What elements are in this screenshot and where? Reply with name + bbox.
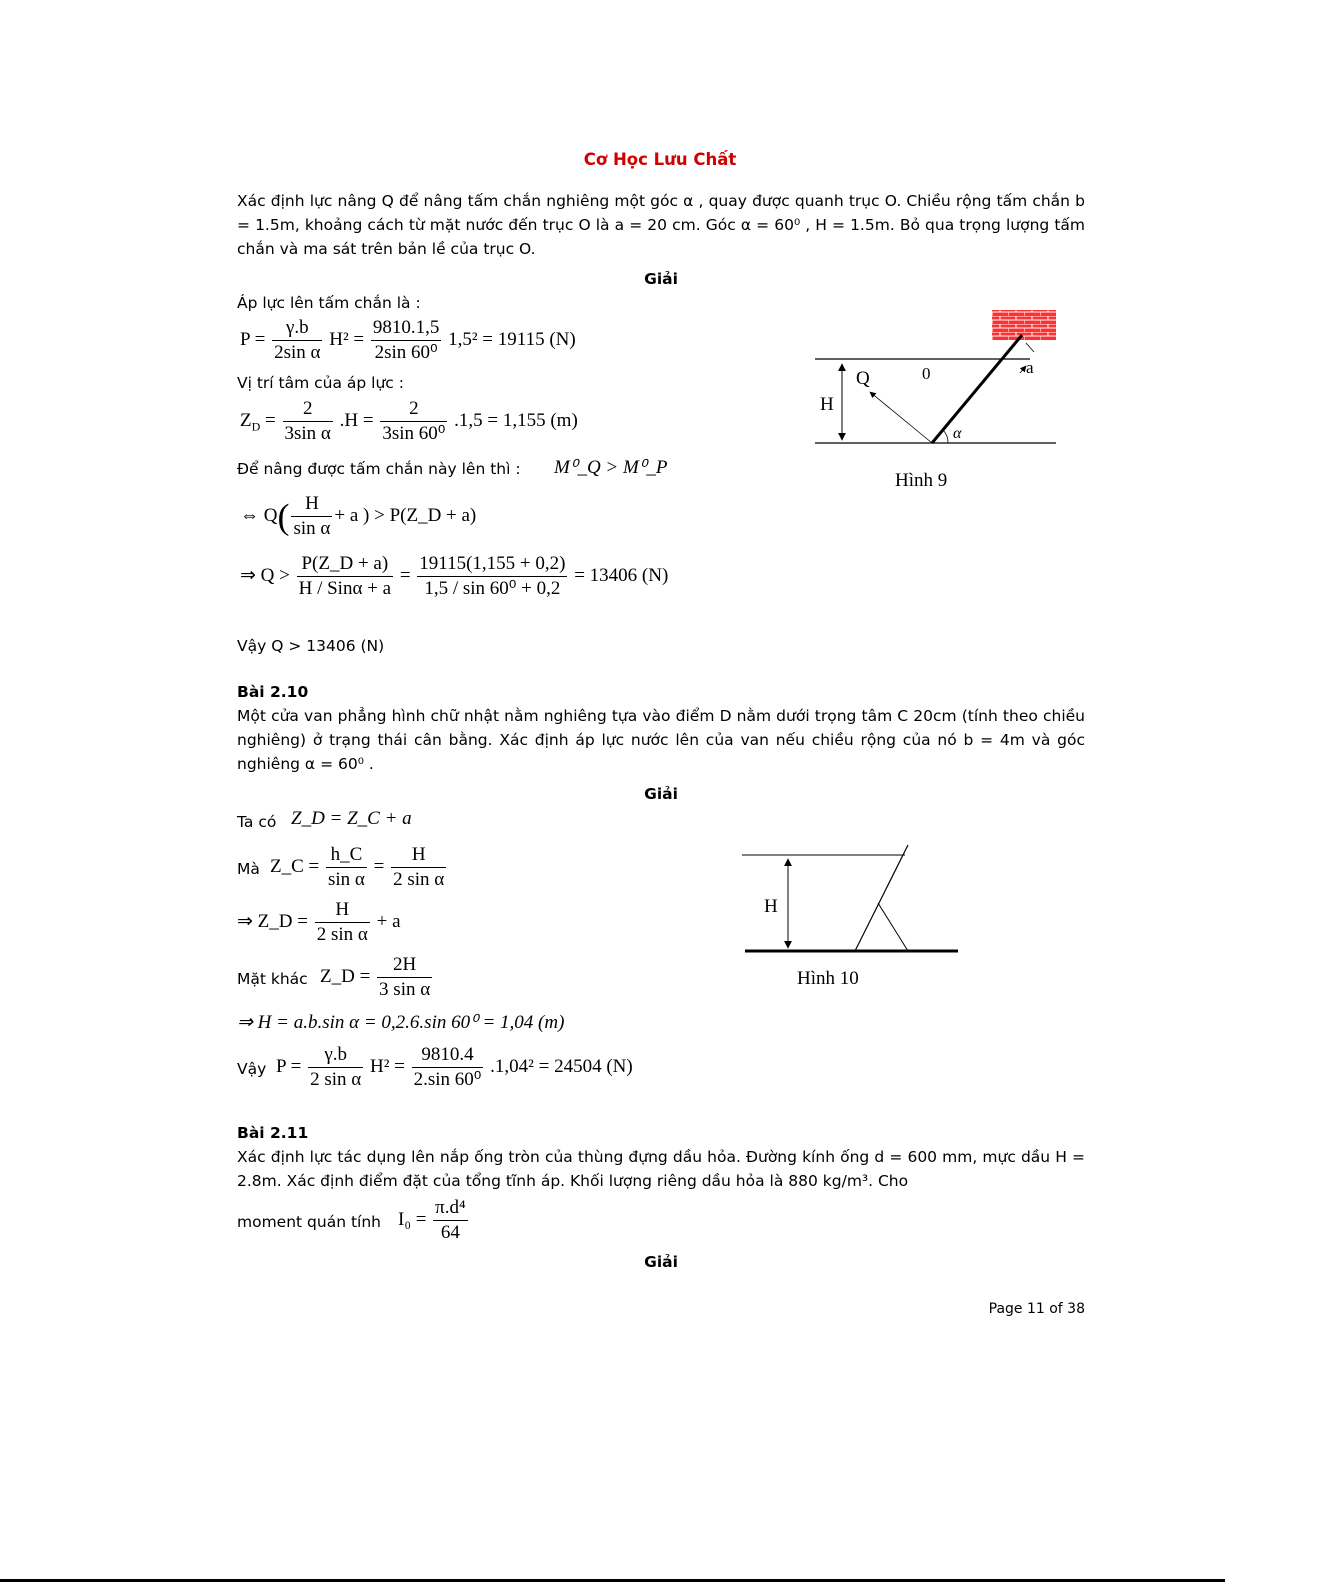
wall-brick: [992, 310, 1056, 340]
problem1-solution-heading: Giải: [644, 270, 678, 288]
equation-force-q: ⇒ Q > $\frac{P(Z\_D + a)}{\text{H / Sinα + a}}$ = $\frac{19115(1,155 + 0,2)}{\text{1,5 / sin 60⁰ + 0,2}}$ = 13406 (N): [240, 553, 669, 599]
page-title: Cơ Học Lưu Chất: [583, 150, 737, 169]
problem3-heading: Bài 2.11: [237, 1124, 309, 1142]
equation-center: $Z_D$ = $\frac{2}{\text{3sin α}}$ .H = $\frac{2}{\text{3sin 60⁰}}$ .1,5 = 1,155 (m): [240, 398, 578, 444]
pressure-intro: Áp lực lên tấm chắn là :: [237, 294, 421, 312]
figure-10-caption: Hình 10: [797, 968, 859, 989]
line1-label: Ta có: [237, 813, 277, 831]
equation-moment: I₀ = $\frac{\text{π.d⁴}}{64}$: [398, 1197, 466, 1243]
equation-zc: Z_C = $\frac{h\_C}{\text{sin α}}$ = $\frac{H}{\text{2 sin α}}$: [270, 844, 445, 890]
equation-h: ⇒ H = a.b.sin α = 0,2.6.sin 60⁰ = 1,04 (m): [237, 1012, 565, 1033]
line2-label: Mà: [237, 860, 260, 878]
problem2-heading: Bài 2.10: [237, 683, 309, 701]
problem3-solution-heading: Giải: [644, 1253, 678, 1271]
equation-pressure-final: P = $\frac{\gamma.b}{\text{2 sin α}}$ H² = $\frac{9810.4}{\text{2.sin 60⁰}}$ .1,04² = 24504 (N): [276, 1044, 633, 1090]
figure-9-label-alpha: α: [953, 425, 962, 442]
figure-10-label-h: H: [764, 896, 778, 917]
gate-line: [932, 335, 1022, 443]
problem2-statement: Một cửa van phẳng hình chữ nhật nằm nghiêng tựa vào điểm D nằm dưới trọng tâm C 20cm (tính theo chiều nghiêng) ở trạng thái cân bằng. Xác định áp lực nước lên của van nếu chiều rộng của nó b = 4m và góc nghiêng α = 60⁰ .: [237, 707, 1085, 773]
line4-label: Mặt khác: [237, 970, 308, 988]
condition-intro: Để nâng được tấm chắn này lên thì :: [237, 460, 521, 478]
equation-equivalent: ⇔ Q( $\frac{H}{\text{sin α}}$ + a ) > P(Z_D + a): [240, 493, 477, 539]
moment-label: moment quán tính: [237, 1213, 381, 1231]
figure-9-diagram: [800, 300, 1070, 460]
line6-label: Vậy: [237, 1060, 267, 1078]
figure-9-label-h: H: [820, 394, 834, 415]
equation-zd-alt: Z_D = $\frac{2H}{\text{3 sin α}}$: [320, 954, 431, 1000]
figure-9-label-o: 0: [922, 364, 931, 383]
gate-line: [855, 845, 908, 951]
figure-9-label-q: Q: [856, 368, 870, 389]
equation-zd-sum: Z_D = Z_C + a: [291, 808, 412, 829]
figure-10-diagram: [740, 840, 965, 960]
page-number: Page 11 of 38: [988, 1301, 1085, 1317]
problem3-statement: Xác định lực tác dụng lên nắp ống tròn của thùng đựng dầu hỏa. Đường kính ống d = 600 mm, mực dầu H = 2.8m. Xác định điểm đặt của tổng tĩnh áp. Khối lượng riêng dầu hỏa là 880 kg/m³. Cho: [237, 1148, 1085, 1190]
problem1-conclusion: Vậy Q > 13406 (N): [237, 637, 385, 655]
center-intro: Vị trí tâm của áp lực :: [237, 374, 404, 392]
figure-9-label-a: a: [1026, 358, 1034, 377]
page-number-clip: [900, 1300, 1090, 1317]
bottom-rule: [0, 1579, 1225, 1582]
figure-9-caption: Hình 9: [895, 470, 948, 491]
problem1-statement: Xác định lực nâng Q để nâng tấm chắn nghiêng một góc α , quay được quanh trục O. Chiều rộng tấm chắn b = 1.5m, khoảng cách từ mặt nước đến trục O là a = 20 cm. Góc α = 60⁰ , H = 1.5m. Bỏ qua trọng lượng tấm chắn và ma sát trên bản lề của trục O.: [237, 192, 1085, 258]
equation-pressure: P = $\frac{\gamma.b}{\text{2sin α}}$ H² = $\frac{9810.1,5}{\text{2sin 60⁰}}$ 1,5² = 19115 (N): [240, 317, 576, 363]
equation-condition: M⁰_Q > M⁰_P: [554, 457, 668, 478]
problem2-solution-heading: Giải: [644, 785, 678, 803]
equation-zd-derived: ⇒ Z_D = $\frac{H}{\text{2 sin α}}$ + a: [237, 899, 401, 945]
